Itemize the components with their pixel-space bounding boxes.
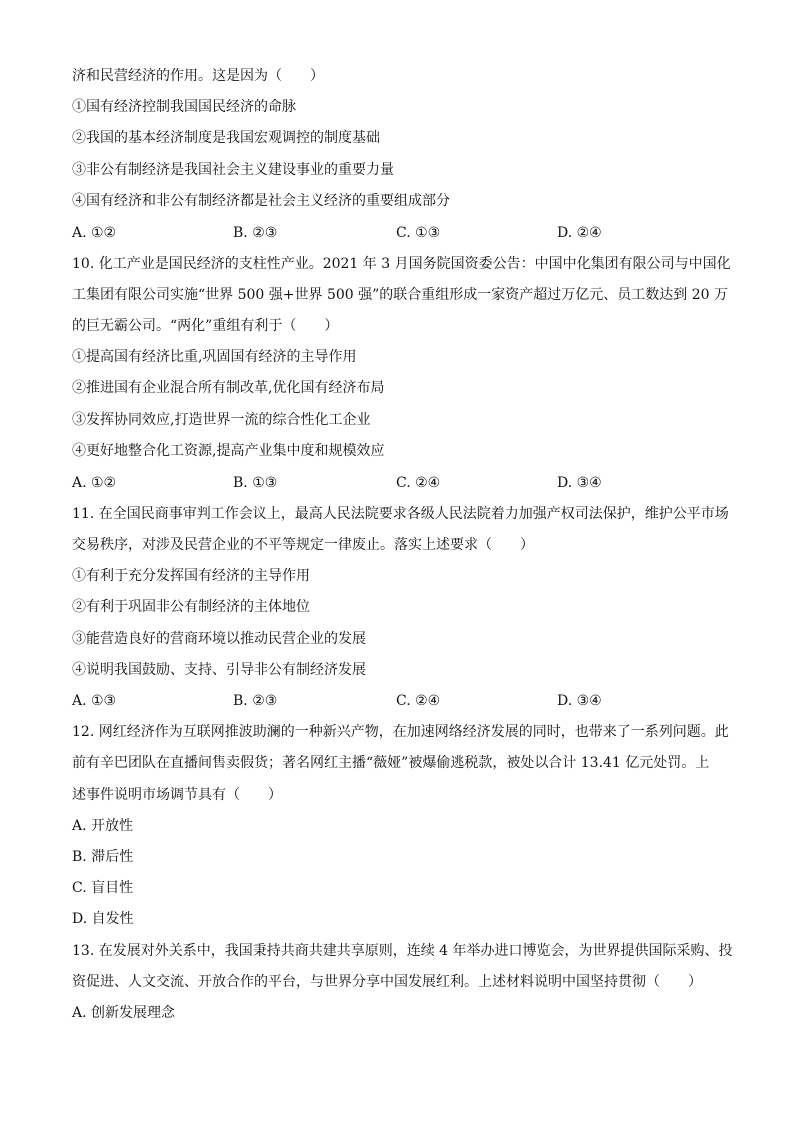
q10-statement-3: ③发挥协同效应,打造世界一流的综合性化工企业: [72, 412, 371, 428]
q11-statement-1: ①有利于充分发挥国有经济的主导作用: [72, 568, 310, 584]
q12-stem-line-2: 前有辛巴团队在直播间售卖假货；著名网红主播“薇娅”被爆偷逃税款，被处以合计 13.41 亿元处罚。上: [72, 755, 710, 771]
q9-option-c[interactable]: C. ①③: [396, 225, 441, 241]
q11-option-a[interactable]: A. ①③: [72, 693, 117, 709]
q10-option-b[interactable]: B. ①③: [233, 475, 278, 491]
q11-option-b[interactable]: B. ②③: [233, 693, 278, 709]
q11-stem-line-1: 11. 在全国民商事审判工作会议上，最高人民法院要求各级人民法院着力加强产权司法保护，维护公平市场: [72, 506, 729, 522]
q11-option-d[interactable]: D. ③④: [557, 693, 602, 709]
q12-stem-line-3: 述事件说明市场调节具有（ ）: [72, 787, 282, 803]
q13-option-a[interactable]: A. 创新发展理念: [72, 1005, 176, 1021]
q10-statement-1: ①提高国有经济比重,巩固国有经济的主导作用: [72, 349, 357, 365]
q11-option-c[interactable]: C. ②④: [396, 693, 441, 709]
q10-stem-line-1: 10. 化工产业是国民经济的支柱性产业。2021 年 3 月国务院国资委公告：中国中化集团有限公司与中国化: [72, 256, 731, 272]
q9-option-b[interactable]: B. ②③: [233, 225, 278, 241]
q11-statement-4: ④说明我国鼓励、支持、引导非公有制经济发展: [72, 662, 366, 678]
q11-stem-line-2: 交易秩序，对涉及民营企业的不平等规定一律废止。落实上述要求（ ）: [72, 537, 534, 553]
q9-option-d[interactable]: D. ②④: [557, 225, 602, 241]
q13-stem-line-2: 资促进、人文交流、开放合作的平台，与世界分享中国发展红利。上述材料说明中国坚持贯彻（ ）: [72, 974, 702, 990]
q10-stem-line-2: 工集团有限公司实施“世界 500 强+世界 500 强”的联合重组形成一家资产超过万亿元、员工数达到 20 万: [72, 287, 729, 303]
q12-option-d[interactable]: D. 自发性: [72, 911, 134, 927]
q12-option-c[interactable]: C. 盲目性: [72, 880, 134, 896]
q12-option-b[interactable]: B. 滞后性: [72, 849, 134, 865]
q10-statement-4: ④更好地整合化工资源,提高产业集中度和规模效应: [72, 443, 385, 459]
q10-option-c[interactable]: C. ②④: [396, 475, 441, 491]
q10-option-d[interactable]: D. ③④: [557, 475, 602, 491]
q10-statement-2: ②推进国有企业混合所有制改革,优化国有经济布局: [72, 380, 385, 396]
q13-stem-line-1: 13. 在发展对外关系中，我国秉持共商共建共享原则，连续 4 年举办进口博览会，为世界提供国际采购、投: [72, 943, 733, 959]
q12-option-a[interactable]: A. 开放性: [72, 818, 134, 834]
q9-statement-2: ②我国的基本经济制度是我国宏观调控的制度基础: [72, 130, 380, 146]
q9-option-a[interactable]: A. ①②: [72, 225, 117, 241]
q9-stem-tail: 济和民营经济的作用。这是因为（ ）: [72, 68, 324, 84]
q9-statement-3: ③非公有制经济是我国社会主义建设事业的重要力量: [72, 162, 394, 178]
q10-option-a[interactable]: A. ①②: [72, 475, 117, 491]
q9-statement-4: ④国有经济和非公有制经济都是社会主义经济的重要组成部分: [72, 193, 450, 209]
q9-statement-1: ①国有经济控制我国国民经济的命脉: [72, 99, 296, 115]
q12-stem-line-1: 12. 网红经济作为互联网推波助澜的一种新兴产物，在加速网络经济发展的同时，也带来了一系列问题。此: [72, 724, 729, 740]
q11-statement-2: ②有利于巩固非公有制经济的主体地位: [72, 599, 310, 615]
q11-statement-3: ③能营造良好的营商环境以推动民营企业的发展: [72, 631, 366, 647]
q10-stem-line-3: 的巨无霸公司。“两化”重组有利于（ ）: [72, 318, 339, 334]
